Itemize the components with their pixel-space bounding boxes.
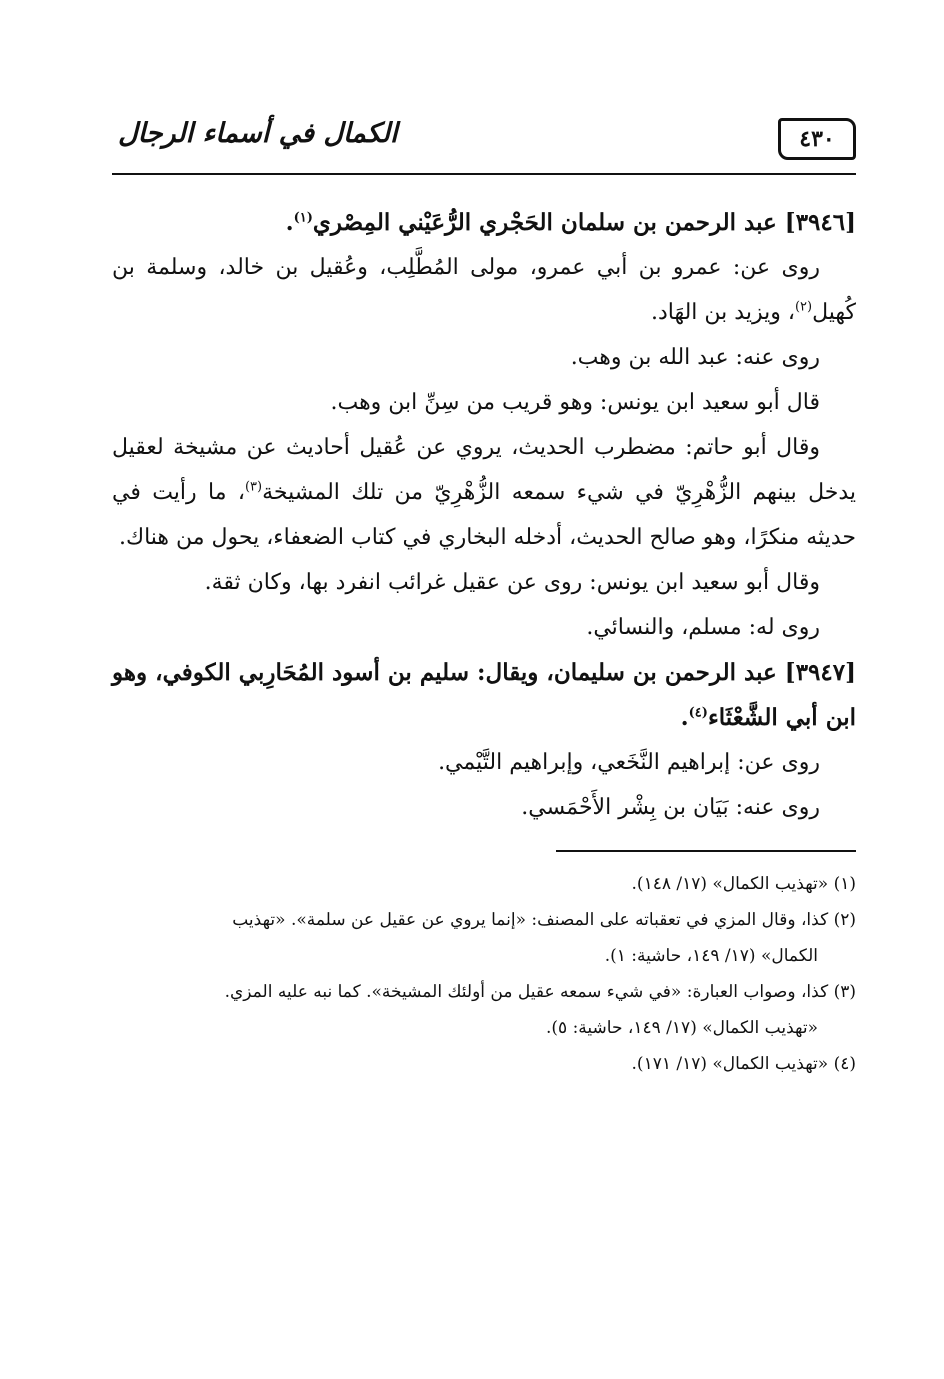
main-text <box>112 200 856 830</box>
entry-heading-3946: [٣٩٤٦] عبد الرحمن بن سلمان الحَجْري الرُّعَيْني المِصْري$^{(١)}$. <box>285 209 856 236</box>
footnote-2: (٢) كذا، وقال المزي في تعقباته على المصنف: «إنما يروي عن عقيل عن سلمة». «تهذيب <box>232 910 856 930</box>
entry-heading-3947: [٣٩٤٧] عبد الرحمن بن سليمان، ويقال: سليم بن أسود المُحَارِبي الكوفي، وهو ابن أبي الشَّعْثَاء$^{(٤)}$. <box>112 659 856 731</box>
footnotes <box>112 866 856 1082</box>
footnote-3: (٣) كذا، وصواب العبارة: «في شيء سمعه عقيل من أولئك المشيخة». كما نبه عليه المزي. <box>224 982 856 1002</box>
narrated-by-paragraph: روى عنه: عبد الله بن وهب. <box>570 345 820 370</box>
abu-hatim-paragraph: وقال أبو حاتم: مضطرب الحديث، يروي عن عُقيل أحاديث عن مشيخة لعقيل يدخل بينهم الزُّهْرِيّ في شيء سمعه الزُّهْرِيّ من تلك المشيخة$^{(٣)}$، ما رأيت في حديثه منكرًا، وهو صالح الحديث، أدخله البخاري في كتاب الضعفاء، يحول من هناك. <box>112 435 857 550</box>
footnote-ref: (٣) <box>244 479 263 495</box>
footnote-1: (١) «تهذيب الكمال» (١٧/ ١٤٨). <box>631 874 856 894</box>
footnote-separator <box>556 850 856 852</box>
footnote-4: (٤) «تهذيب الكمال» (١٧/ ١٧١). <box>631 1054 856 1074</box>
ibn-yunus-paragraph: قال أبو سعيد ابن يونس: وهو قريب من سِنِّ ابن وهب. <box>330 390 820 415</box>
footnote-ref: (٤) <box>688 705 708 721</box>
footnote-3-continued: «تهذيب الكمال» (١٧/ ١٤٩، حاشية: ٥). <box>545 1018 818 1038</box>
page-number-box <box>778 118 856 160</box>
running-title: الكمال في أسماء الرجال <box>118 118 398 149</box>
book-page <box>112 118 856 1318</box>
header-rule <box>112 173 856 175</box>
page-header <box>112 118 856 170</box>
narrated-by-paragraph: روى عنه: بَيَان بن بِشْر الأَحْمَسي. <box>521 795 820 820</box>
footnote-ref: (٢) <box>794 299 813 315</box>
page-number: ٤٣٠ <box>799 126 835 152</box>
narrated-from-paragraph: روى عن: إبراهيم النَّخَعي، وإبراهيم التَّيْمي. <box>438 750 820 775</box>
footnote-2-continued: الكمال» (١٧/ ١٤٩، حاشية: ١). <box>604 946 818 966</box>
narrated-from-paragraph: روى عن: عمرو بن أبي عمرو، مولى المُطَّلِب، وعُقيل بن خالد، وسلمة بن كُهيل$^{(٢)}$، ويزيد بن الهَاد. <box>112 255 856 325</box>
footnote-ref: (١) <box>293 210 313 226</box>
ibn-yunus-second-paragraph: وقال أبو سعيد ابن يونس: روى عن عقيل غرائب انفرد بها، وكان ثقة. <box>204 570 820 595</box>
narrated-for-paragraph: روى له: مسلم، والنسائي. <box>586 615 820 640</box>
